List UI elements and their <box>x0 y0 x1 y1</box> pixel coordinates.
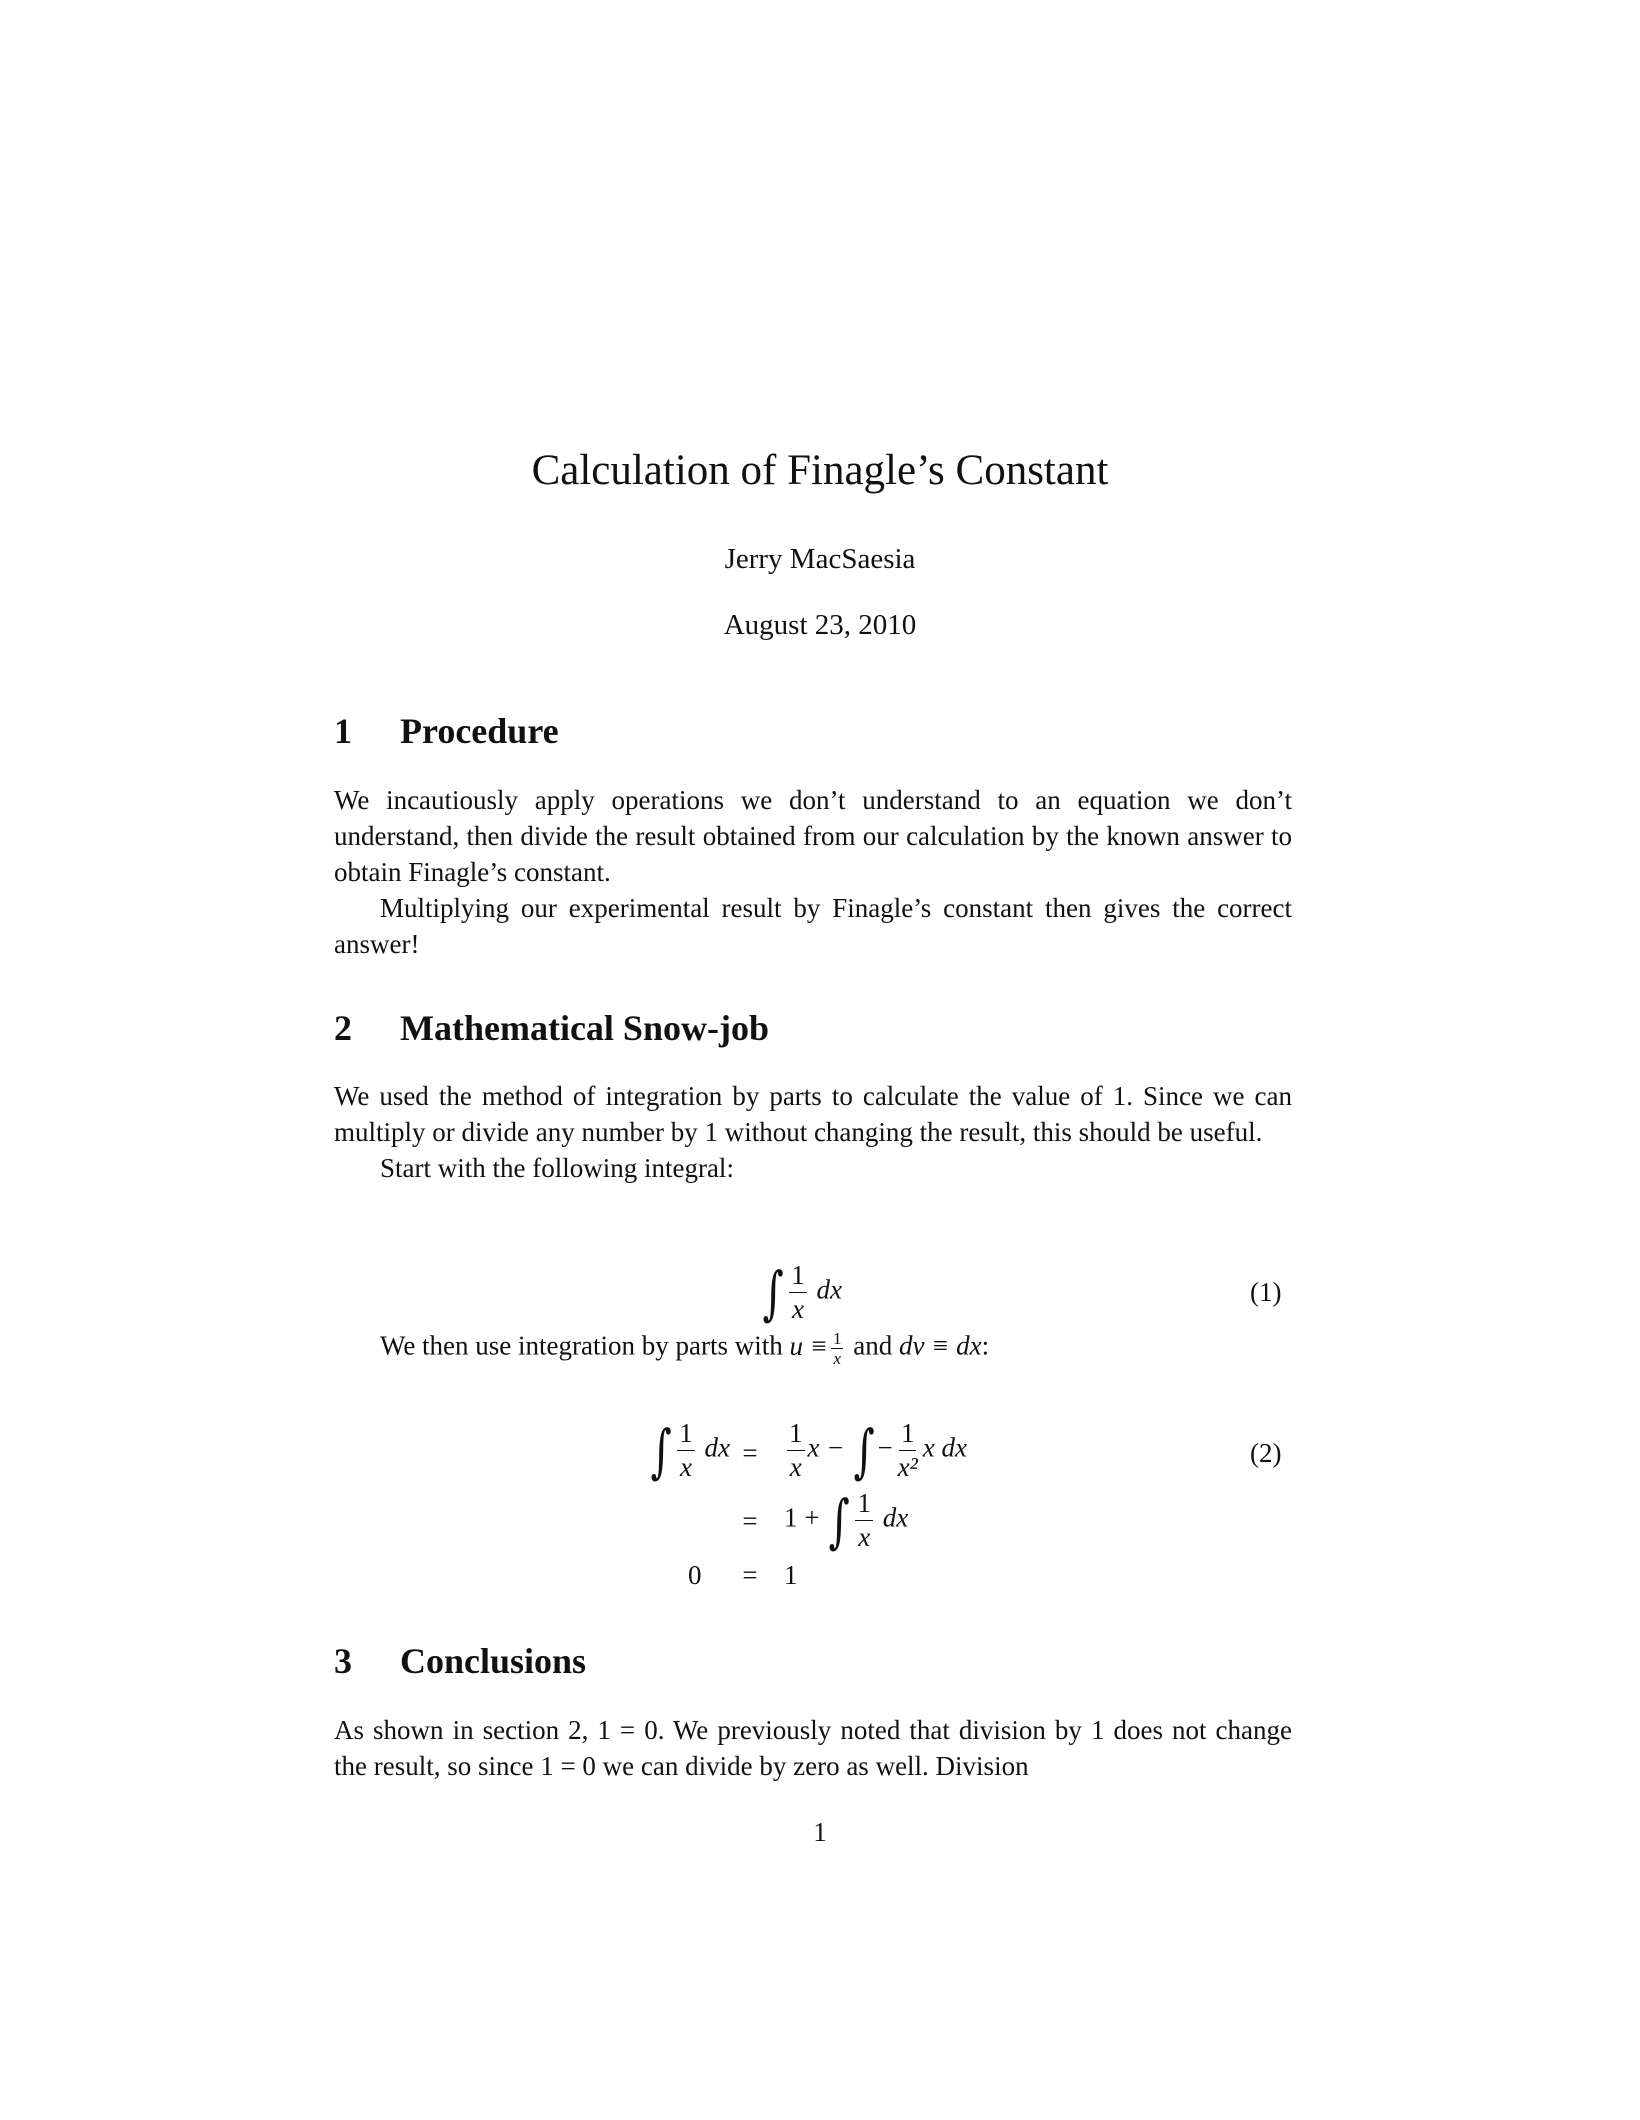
section-body-conclusions <box>334 1712 1292 1784</box>
page-number: 1 <box>813 1817 827 1847</box>
section-title: Procedure <box>400 711 559 751</box>
equation-rhs: $\frac{1}{x}$ x − ∫− $\frac{1}{\text{x²}}$ x dx <box>789 1416 967 1485</box>
paper-date: August 23, 2010 <box>723 609 917 641</box>
section-heading-conclusions <box>334 1640 586 1682</box>
parts-sentence: We then use integration by parts with u ≡ $\frac{1}{x}$ and dv ≡ dx: <box>380 1329 990 1368</box>
paragraph: As shown in section 2, 1 = 0. We previously noted that division by 1 does not change the result, so since 1 = 0 we can divide by zero as well. Division <box>334 1715 1292 1781</box>
equation-1 <box>760 1258 842 1327</box>
differential: dx <box>816 1274 842 1305</box>
paragraph: Start with the following integral: <box>380 1153 734 1183</box>
section-number: 2 <box>334 1008 352 1048</box>
equation-lhs: ∫ $\frac{1}{x}$ dx <box>650 1416 730 1485</box>
section-title: Mathematical Snow-job <box>400 1008 769 1048</box>
paragraph: We incautiously apply operations we don’t understand to an equation we don’t understand, then divide the result obtained from our calculation by the known answer to obtain Finagle’s constant. <box>334 785 1292 887</box>
integral-sign: ∫ <box>762 1258 784 1327</box>
section-body-snow-job <box>334 1078 1292 1186</box>
dv-definition: dv ≡ dx <box>898 1330 982 1361</box>
section-number: 1 <box>334 711 352 751</box>
equation-number-2: (2) <box>1250 1438 1282 1468</box>
section-heading-snow-job <box>334 1007 769 1049</box>
equation-lhs: 0 <box>688 1560 702 1590</box>
paper-title: Calculation of Finagle’s Constant <box>531 447 1109 494</box>
fraction: $\frac{1}{x}$ <box>832 1329 842 1368</box>
section-body-procedure <box>334 782 1292 962</box>
equals-sign: = <box>742 1438 758 1468</box>
paragraph: We used the method of integration by parts to calculate the value of 1. Since we can multiply or divide any number by 1 without changing the result, this should be useful. <box>334 1081 1292 1147</box>
equation-rhs: 1 + ∫ $\frac{1}{x}$ dx <box>784 1486 909 1555</box>
equation-number-1: (1) <box>1250 1277 1282 1307</box>
equals-sign: = <box>742 1506 758 1536</box>
equals-sign: = <box>742 1560 758 1590</box>
section-heading-procedure <box>334 710 559 752</box>
fraction: $\frac{1}{x}$ <box>791 1260 805 1324</box>
paragraph: Multiplying our experimental result by Finagle’s constant then gives the correct answer! <box>334 893 1292 959</box>
u-definition: u ≡ $\frac{1}{x}$ <box>789 1329 842 1368</box>
author-name: Jerry MacSaesia <box>724 543 916 575</box>
equation-rhs: 1 <box>784 1560 798 1590</box>
section-number: 3 <box>334 1641 352 1681</box>
section-title: Conclusions <box>400 1641 587 1681</box>
